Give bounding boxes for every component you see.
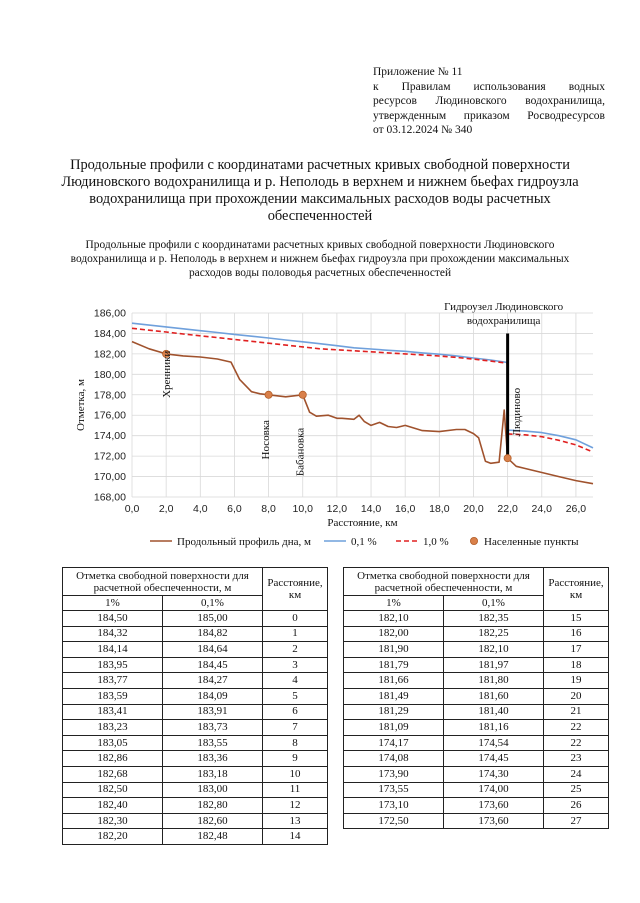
table-cell: 174,54 — [444, 735, 544, 751]
y-tick-label: 186,00 — [93, 307, 126, 320]
series-line — [132, 328, 593, 452]
x-tick-label: 16,0 — [394, 503, 416, 515]
table-cell: 183,95 — [63, 657, 163, 673]
table-row — [63, 642, 328, 658]
legend-label: Населенные пункты — [484, 536, 579, 548]
table-cell: 182,80 — [163, 798, 263, 814]
table-header-level: Отметка свободной поверхности для расчетной обеспеченности, м — [344, 568, 544, 596]
x-tick-label: 12,0 — [326, 503, 348, 515]
table-row — [63, 673, 328, 689]
settlement-point — [299, 391, 306, 398]
table-row — [63, 720, 328, 736]
table-cell: 184,14 — [63, 642, 163, 658]
series-line — [132, 342, 593, 484]
table-cell: 173,60 — [444, 798, 544, 814]
table-cell: 8 — [263, 735, 328, 751]
table-cell: 185,00 — [163, 611, 263, 627]
table-cell: 184,82 — [163, 626, 263, 642]
table-cell: 11 — [263, 782, 328, 798]
table-cell: 183,36 — [163, 751, 263, 767]
table-cell: 184,32 — [63, 626, 163, 642]
table-cell: 2 — [263, 642, 328, 658]
table-cell: 181,40 — [444, 704, 544, 720]
table-row — [344, 626, 609, 642]
table-cell: 181,90 — [344, 642, 444, 658]
table-header-level: Отметка свободной поверхности для расчетной обеспеченности, м — [63, 568, 263, 596]
table-cell: 22 — [544, 735, 609, 751]
table-row — [63, 751, 328, 767]
table-cell: 174,08 — [344, 751, 444, 767]
dam-label: Гидроузел Людиновского — [444, 301, 564, 313]
table-header-1pct: 1% — [63, 596, 163, 611]
table-cell: 19 — [544, 673, 609, 689]
y-axis-label: Отметка, м — [75, 379, 87, 431]
appendix-line: утвержденным приказом Росводресурсов — [373, 109, 605, 122]
table-cell: 18 — [544, 657, 609, 673]
table-cell: 184,45 — [163, 657, 263, 673]
x-tick-label: 6,0 — [227, 503, 242, 515]
table-cell: 5 — [263, 688, 328, 704]
table-row — [63, 766, 328, 782]
table-row — [63, 798, 328, 814]
table-cell: 183,00 — [163, 782, 263, 798]
table-cell: 173,90 — [344, 766, 444, 782]
y-tick-label: 180,00 — [93, 368, 126, 381]
table-cell: 181,09 — [344, 720, 444, 736]
series-line — [132, 323, 593, 448]
table-cell: 174,45 — [444, 751, 544, 767]
table-cell: 22 — [544, 720, 609, 736]
x-tick-label: 24,0 — [531, 503, 552, 515]
table-cell: 9 — [263, 751, 328, 767]
table-cell: 14 — [263, 829, 328, 845]
x-tick-label: 22,0 — [497, 503, 518, 515]
table-cell: 183,73 — [163, 720, 263, 736]
table-cell: 184,50 — [63, 611, 163, 627]
table-cell: 21 — [544, 704, 609, 720]
table-header-01pct: 0,1% — [444, 596, 544, 611]
y-tick-label: 174,00 — [93, 430, 126, 443]
table-cell: 182,68 — [63, 766, 163, 782]
table-cell: 181,97 — [444, 657, 544, 673]
table-cell: 183,77 — [63, 673, 163, 689]
table-cell: 181,80 — [444, 673, 544, 689]
table-row — [63, 829, 328, 845]
table-cell: 182,86 — [63, 751, 163, 767]
x-tick-label: 0,0 — [124, 503, 140, 515]
table-cell: 6 — [263, 704, 328, 720]
x-tick-label: 4,0 — [192, 503, 208, 515]
table-cell: 181,49 — [344, 688, 444, 704]
table-cell: 182,00 — [344, 626, 444, 642]
table-row — [63, 657, 328, 673]
table-cell: 184,27 — [163, 673, 263, 689]
table-row — [344, 688, 609, 704]
table-cell: 182,40 — [63, 798, 163, 814]
table-row — [344, 642, 609, 658]
table-row — [344, 798, 609, 814]
settlement-label: Носовка — [260, 420, 273, 460]
table-cell: 173,60 — [444, 813, 544, 829]
table-cell: 183,23 — [63, 720, 163, 736]
dam-label: водохранилища — [466, 315, 541, 327]
table-cell: 15 — [544, 611, 609, 627]
table-cell: 174,17 — [344, 735, 444, 751]
x-tick-label: 20,0 — [463, 503, 484, 515]
table-cell: 20 — [544, 688, 609, 704]
table-cell: 182,10 — [344, 611, 444, 627]
settlement-point — [265, 391, 272, 398]
y-tick-label: 178,00 — [93, 389, 126, 402]
x-tick-label: 26,0 — [565, 503, 587, 515]
table-cell: 173,10 — [344, 798, 444, 814]
legend-label: 1,0 % — [423, 536, 449, 548]
table-header-1pct: 1% — [344, 596, 444, 611]
table-row — [344, 766, 609, 782]
x-tick-label: 10,0 — [292, 503, 313, 515]
table-row — [344, 704, 609, 720]
x-tick-label: 8,0 — [261, 503, 276, 515]
table-cell: 181,60 — [444, 688, 544, 704]
table-cell: 181,16 — [444, 720, 544, 736]
water-level-table-left — [62, 567, 328, 845]
table-row — [63, 688, 328, 704]
table-cell: 183,05 — [63, 735, 163, 751]
table-header-01pct: 0,1% — [163, 596, 263, 611]
legend-label: 0,1 % — [351, 536, 377, 548]
appendix-line: ресурсов Людиновского водохранилища, — [373, 95, 605, 108]
settlement-label: Людиново — [511, 387, 524, 437]
table-cell: 12 — [263, 798, 328, 814]
table-row — [63, 735, 328, 751]
table-header-distance: Расстояние, км — [544, 568, 609, 611]
table-cell: 24 — [544, 766, 609, 782]
table-cell: 184,64 — [163, 642, 263, 658]
y-tick-label: 170,00 — [93, 471, 126, 484]
table-row — [63, 813, 328, 829]
table-cell: 7 — [263, 720, 328, 736]
table-row — [344, 813, 609, 829]
table-cell: 27 — [544, 813, 609, 829]
table-cell: 182,50 — [63, 782, 163, 798]
table-cell: 183,91 — [163, 704, 263, 720]
settlement-label: Хренники — [161, 350, 174, 398]
appendix-number: Приложение № 11 — [373, 66, 463, 78]
table-cell: 3 — [263, 657, 328, 673]
table-cell: 183,55 — [163, 735, 263, 751]
table-cell: 182,25 — [444, 626, 544, 642]
table-row — [63, 704, 328, 720]
table-cell: 184,09 — [163, 688, 263, 704]
settlement-point — [504, 455, 511, 462]
table-cell: 1 — [263, 626, 328, 642]
table-cell: 181,66 — [344, 673, 444, 689]
table-row — [344, 673, 609, 689]
x-tick-label: 18,0 — [429, 503, 450, 515]
chart-title: Продольные профили с координатами расчетных кривых свободной поверхности Людиновского водохранилища и р. Неполодь в верхнем и нижнем бьефах гидроузла при прохождении максимальных расходов воды половодья расчетных обеспеченностей — [70, 239, 570, 279]
table-cell: 16 — [544, 626, 609, 642]
table-cell: 174,00 — [444, 782, 544, 798]
table-cell: 17 — [544, 642, 609, 658]
table-row — [344, 735, 609, 751]
table-cell: 183,59 — [63, 688, 163, 704]
table-row — [63, 782, 328, 798]
y-tick-label: 176,00 — [93, 409, 126, 422]
table-cell: 0 — [263, 611, 328, 627]
y-tick-label: 182,00 — [93, 348, 126, 361]
table-row — [344, 720, 609, 736]
appendix-line: от 03.12.2024 № 340 — [373, 124, 473, 137]
table-cell: 183,18 — [163, 766, 263, 782]
x-tick-label: 2,0 — [158, 503, 174, 515]
x-axis-label: Расстояние, км — [327, 517, 398, 529]
table-cell: 4 — [263, 673, 328, 689]
table-cell: 182,48 — [163, 829, 263, 845]
document-title: Продольные профили с координатами расчетных кривых свободной поверхности Людиновского водохранилища и р. Неполодь в верхнем и нижнем бьефах гидроузла водохранилища при прохождении максимальных расходов воды расчетных обеспеченностей — [61, 157, 579, 224]
table-row — [63, 611, 328, 627]
table-cell: 25 — [544, 782, 609, 798]
table-cell: 23 — [544, 751, 609, 767]
table-row — [344, 657, 609, 673]
table-row — [344, 782, 609, 798]
water-level-table-right — [343, 567, 609, 829]
table-cell: 173,55 — [344, 782, 444, 798]
table-cell: 183,41 — [63, 704, 163, 720]
table-header-distance: Расстояние, км — [263, 568, 328, 611]
y-tick-label: 168,00 — [93, 491, 126, 504]
table-cell: 174,30 — [444, 766, 544, 782]
legend-label: Продольный профиль дна, м — [177, 536, 311, 548]
table-cell: 182,35 — [444, 611, 544, 627]
table-row — [63, 626, 328, 642]
table-cell: 181,29 — [344, 704, 444, 720]
table-cell: 181,79 — [344, 657, 444, 673]
table-row — [344, 611, 609, 627]
table-cell: 26 — [544, 798, 609, 814]
table-cell: 182,30 — [63, 813, 163, 829]
table-row — [344, 751, 609, 767]
x-tick-label: 14,0 — [360, 503, 382, 515]
y-tick-label: 184,00 — [93, 327, 126, 340]
y-tick-label: 172,00 — [93, 450, 126, 463]
table-cell: 182,60 — [163, 813, 263, 829]
legend-marker — [470, 537, 477, 544]
table-cell: 10 — [263, 766, 328, 782]
table-cell: 182,20 — [63, 829, 163, 845]
table-cell: 182,10 — [444, 642, 544, 658]
appendix-line: к Правилам использования водных — [373, 80, 605, 93]
settlement-label: Бабановка — [294, 427, 307, 477]
table-cell: 172,50 — [344, 813, 444, 829]
table-cell: 13 — [263, 813, 328, 829]
